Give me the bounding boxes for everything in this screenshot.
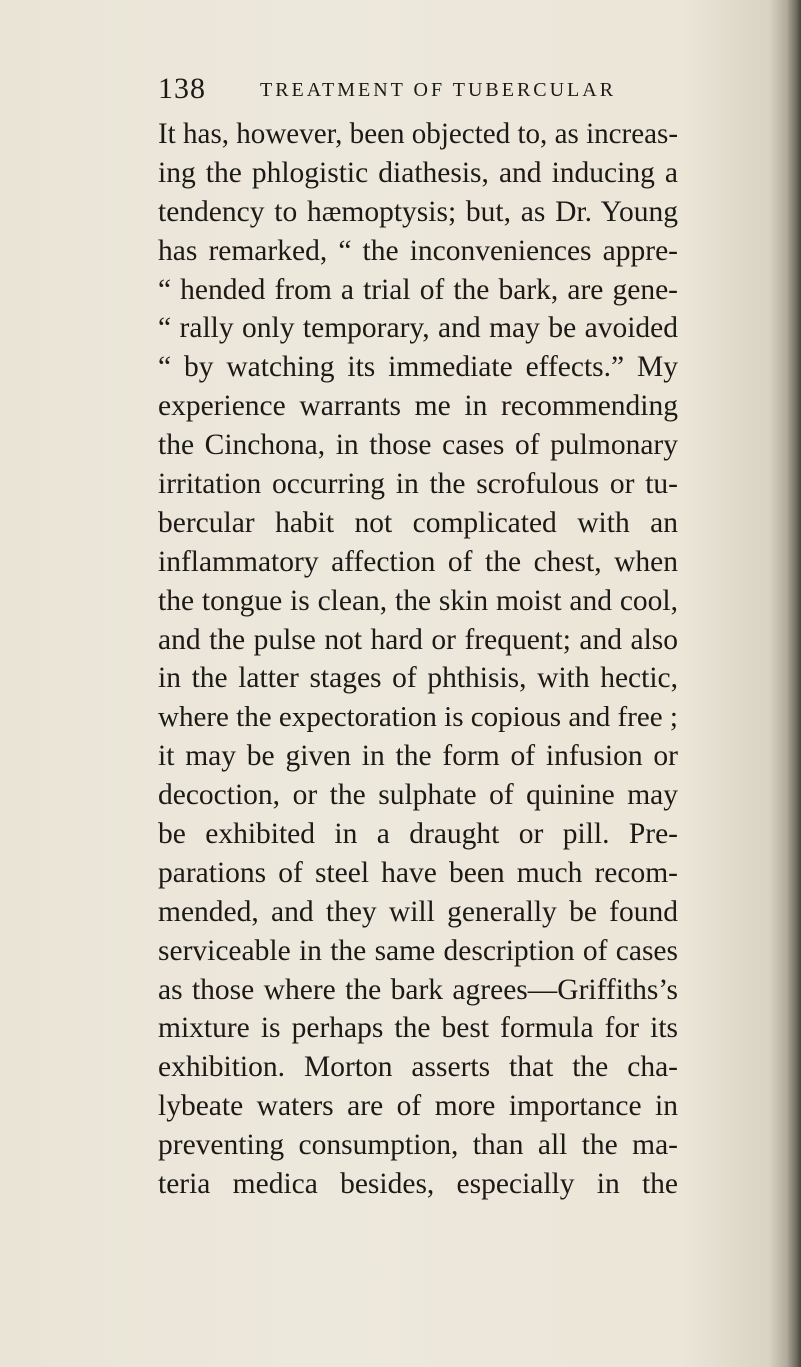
page-edge-shadow	[787, 0, 801, 1367]
body-text	[158, 115, 678, 1204]
text-line: the Cinchona, in those cases of pulmonary	[158, 429, 678, 462]
text-line: where the expectoration is copious and free ;	[158, 701, 678, 734]
text-line: lybeate waters are of more importance in	[158, 1090, 678, 1123]
text-line: “ hended from a trial of the bark, are gene-	[158, 273, 678, 306]
text-line: in the latter stages of phthisis, with hectic,	[158, 662, 678, 695]
text-line: mixture is perhaps the best formula for its	[158, 1012, 678, 1045]
text-line: the tongue is clean, the skin moist and cool,	[158, 584, 678, 617]
text-line: mended, and they will generally be found	[158, 895, 678, 928]
text-line: teria medica besides, especially in the	[158, 1168, 678, 1201]
text-line: has remarked, “ the inconveniences appre-	[158, 234, 678, 267]
text-line: It has, however, been objected to, as increas-	[158, 118, 678, 150]
text-line: “ rally only temporary, and may be avoided	[158, 312, 678, 345]
text-line: as those where the bark agrees—Griffiths’s	[158, 973, 678, 1006]
text-line: irritation occurring in the scrofulous or tu-	[158, 468, 678, 501]
running-head: TREATMENT OF TUBERCULAR	[260, 79, 617, 101]
text-line: exhibition. Morton asserts that the cha-	[158, 1051, 678, 1084]
text-line: tendency to hæmoptysis; but, as Dr. Young	[158, 195, 678, 228]
text-line: inflammatory affection of the chest, when	[158, 545, 678, 578]
text-line: parations of steel have been much recom-	[158, 856, 678, 889]
text-line: experience warrants me in recommending	[158, 390, 678, 423]
page-header	[158, 72, 678, 112]
text-line: ing the phlogistic diathesis, and inducing a	[158, 156, 678, 189]
text-line: decoction, or the sulphate of quinine may	[158, 779, 678, 812]
text-line: it may be given in the form of infusion or	[158, 740, 678, 773]
text-line: serviceable in the same description of cases	[158, 934, 678, 967]
text-line: “ by watching its immediate effects.” My	[158, 351, 678, 384]
page-number: 138	[158, 72, 206, 105]
text-line: and the pulse not hard or frequent; and also	[158, 623, 678, 656]
text-line: bercular habit not complicated with an	[158, 506, 678, 539]
text-line: preventing consumption, than all the ma-	[158, 1129, 678, 1162]
text-line: be exhibited in a draught or pill. Pre-	[158, 818, 678, 851]
